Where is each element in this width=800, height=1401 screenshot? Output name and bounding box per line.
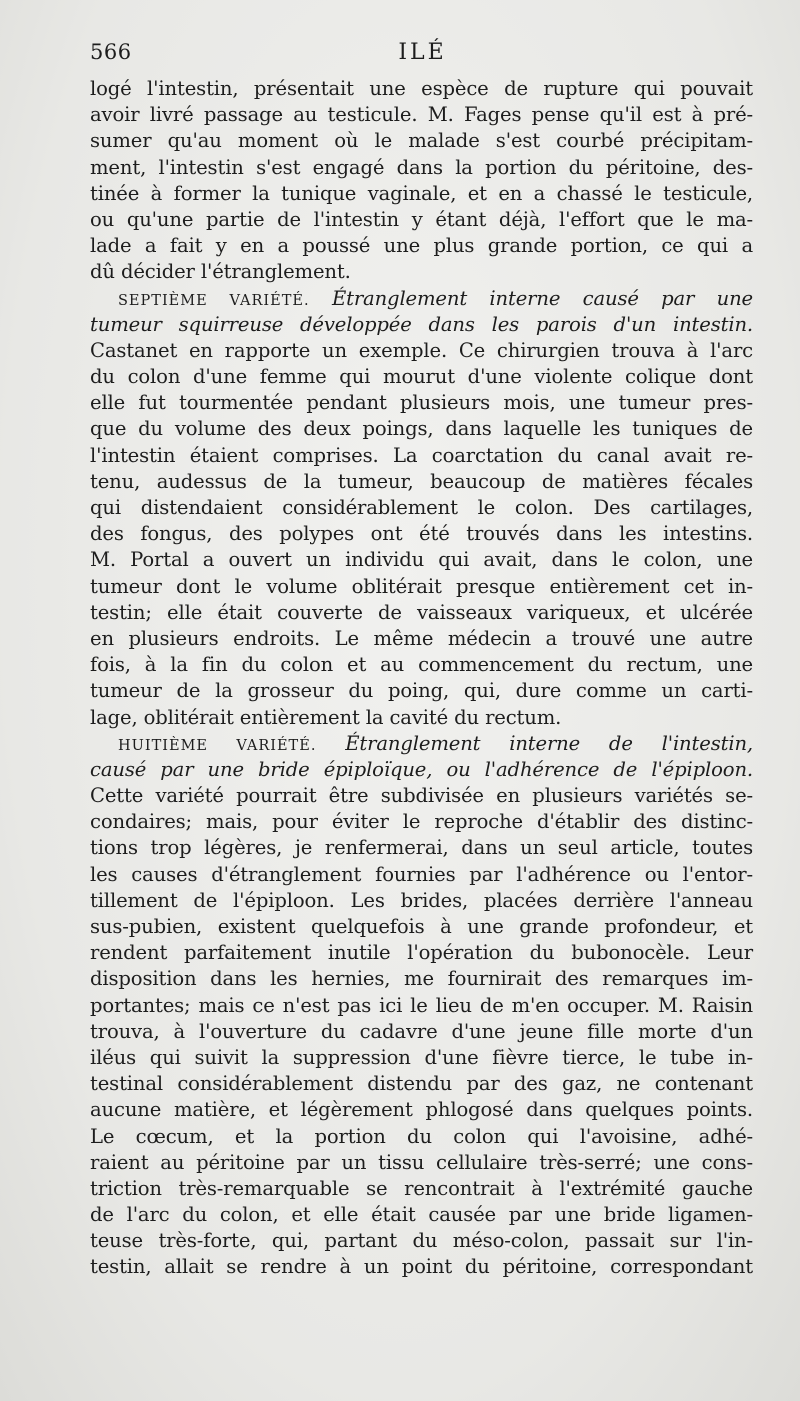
- text-line: tumeur de la grosseur du poing, qui, dure comme un carti-: [90, 679, 753, 703]
- page-number: 566: [90, 40, 132, 64]
- text-line: portantes; mais ce n'est pas ici le lieu de m'en occuper. M. Raisin: [90, 993, 753, 1017]
- text-line: du colon d'une femme qui mourut d'une violente colique dont: [90, 365, 753, 389]
- text-line: que du volume des deux poings, dans laquelle les tuniques de: [90, 417, 753, 441]
- text-line: sumer qu'au moment où le malade s'est courbé précipitam-: [90, 129, 753, 153]
- text-line: tenu, audessus de la tumeur, beaucoup de matières fécales: [90, 469, 753, 493]
- text-line: disposition dans les hernies, me fournirait des remarques im-: [90, 967, 753, 991]
- section-title: Étranglement interne causé par une: [331, 286, 753, 310]
- text-line: rendent parfaitement inutile l'opération du bubonocèle. Leur: [90, 941, 753, 965]
- text-line: ment, l'intestin s'est engagé dans la portion du péritoine, des-: [90, 155, 753, 179]
- text-line: ou qu'une partie de l'intestin y étant déjà, l'effort que le ma-: [90, 207, 753, 231]
- text-line: des fongus, des polypes ont été trouvés dans les intestins.: [90, 522, 753, 546]
- text-line: tinée à former la tunique vaginale, et en a chassé le testicule,: [90, 181, 753, 205]
- text-line: logé l'intestin, présentait une espèce de rupture qui pouvait: [90, 77, 753, 100]
- text-line: aucune matière, et légèrement phlogosé dans quelques points.: [90, 1098, 753, 1122]
- section-title: Étranglement interne de l'intestin,: [345, 731, 753, 755]
- text-line: lade a fait y en a poussé une plus grande portion, ce qui a: [90, 234, 753, 258]
- section-title-continued: tumeur squirreuse développée dans les parois d'un intestin.: [90, 312, 753, 336]
- text-line: qui distendaient considérablement le colon. Des cartilages,: [90, 496, 753, 519]
- text-line: Cette variété pourrait être subdivisée en plusieurs variétés se-: [90, 784, 753, 808]
- text-line: Le cœcum, et la portion du colon qui l'avoisine, adhé-: [90, 1124, 753, 1148]
- text-line: testinal considérablement distendu par des gaz, ne contenant: [90, 1072, 753, 1096]
- text-line: iléus qui suivit la suppression d'une fièvre tierce, le tube in-: [90, 1045, 753, 1069]
- text-line: testin, allait se rendre à un point du péritoine, correspondant: [90, 1255, 753, 1279]
- section-title-continued: causé par une bride épiploïque, ou l'adhérence de l'épiploon.: [90, 757, 753, 781]
- text-line: l'intestin étaient comprises. La coarctation du canal avait re-: [90, 443, 753, 467]
- section-heading-eight: [90, 731, 753, 757]
- text-line: Castanet en rapporte un exemple. Ce chirurgien trouva à l'arc: [90, 338, 753, 362]
- text-line: condaires; mais, pour éviter le reproche d'établir des distinc-: [90, 810, 753, 834]
- body-text: [90, 76, 753, 1281]
- text-line: tions trop légères, je renfermerai, dans un seul article, toutes: [90, 836, 753, 860]
- text-line: en plusieurs endroits. Le même médecin a trouvé une autre: [90, 626, 753, 650]
- running-head: [90, 40, 755, 76]
- text-line: dû décider l'étranglement.: [90, 260, 351, 284]
- text-line: M. Portal a ouvert un individu qui avait, dans le colon, une: [90, 548, 753, 572]
- text-line: fois, à la fin du colon et au commencement du rectum, une: [90, 653, 753, 677]
- text-line: les causes d'étranglement fournies par l'adhérence ou l'entor-: [90, 862, 753, 886]
- text-line: lage, oblitérait entièrement la cavité du rectum.: [90, 705, 562, 729]
- text-line: sus-pubien, existent quelquefois à une grande profondeur, et: [90, 915, 753, 938]
- text-line: elle fut tourmentée pendant plusieurs mois, une tumeur pres-: [90, 391, 753, 415]
- text-line: tumeur dont le volume oblitérait presque entièrement cet in-: [90, 574, 753, 598]
- section-heading-seven: [90, 286, 753, 312]
- text-line: triction très-remarquable se rencontrait à l'extrémité gauche: [90, 1176, 753, 1200]
- text-line: avoir livré passage au testicule. M. Fages pense qu'il est à pré-: [90, 103, 753, 127]
- text-line: raient au péritoine par un tissu cellulaire très-serré; une cons-: [90, 1150, 753, 1174]
- text-line: teuse très-forte, qui, partant du méso-colon, passait sur l'in-: [90, 1229, 753, 1253]
- text-line: tillement de l'épiploon. Les brides, placées derrière l'anneau: [90, 888, 753, 912]
- section-label: SEPTIÈME VARIÉTÉ.: [118, 292, 310, 309]
- text-line: de l'arc du colon, et elle était causée par une bride ligamen-: [90, 1203, 753, 1227]
- text-line: testin; elle était couverte de vaisseaux variqueux, et ulcérée: [90, 600, 753, 624]
- section-label: HUITIÈME VARIÉTÉ.: [118, 737, 317, 754]
- running-title: ILÉ: [398, 40, 447, 65]
- text-line: trouva, à l'ouverture du cadavre d'une jeune fille morte d'un: [90, 1019, 753, 1043]
